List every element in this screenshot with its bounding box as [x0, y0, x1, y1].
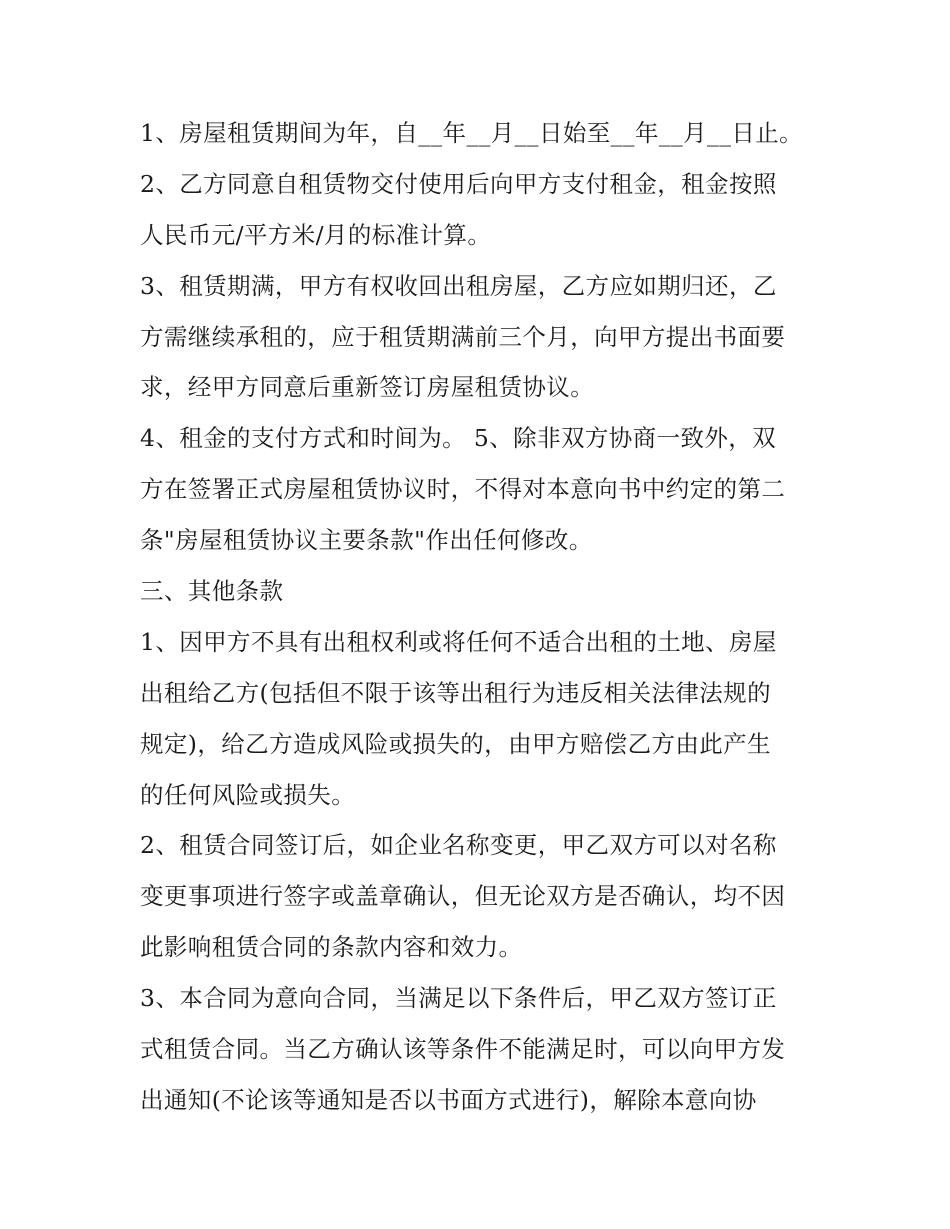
text-line: 变更事项进行签字或盖章确认，但无论双方是否确认，均不因 [140, 882, 786, 911]
text-line: 2、租赁合同签订后，如企业名称变更，甲乙双方可以对名称 [140, 831, 777, 860]
text-line: 3、租赁期满，甲方有权收回出租房屋，乙方应如期归还，乙 [140, 271, 777, 300]
text-line: 4、租金的支付方式和时间为。 5、除非双方协商一致外，双 [140, 424, 777, 453]
text-line: 此影响租赁合同的条款内容和效力。 [140, 933, 523, 962]
text-line: 2、乙方同意自租赁物交付使用后向甲方支付租金，租金按照 [140, 169, 777, 198]
text-line: 方需继续承租的，应于租赁期满前三个月，向甲方提出书面要 [140, 322, 786, 351]
document-body [140, 108, 820, 1126]
text-line: 求，经甲方同意后重新签订房屋租赁协议。 [140, 373, 595, 402]
text-line: 条"房屋租赁协议主要条款"作出任何修改。 [140, 526, 593, 555]
text-line: 规定)，给乙方造成风险或损失的，由甲方赔偿乙方由此产生 [140, 729, 771, 758]
text-line: 3、本合同为意向合同，当满足以下条件后，甲乙双方签订正 [140, 984, 777, 1013]
section-heading: 三、其他条款 [140, 577, 284, 606]
text-line: 的任何风险或损失。 [140, 780, 356, 809]
text-line: 式租赁合同。当乙方确认该等条件不能满足时，可以向甲方发 [140, 1035, 786, 1064]
text-line: 人民币元/平方米/月的标准计算。 [140, 220, 492, 249]
text-line: 出通知(不论该等通知是否以书面方式进行)，解除本意向协 [140, 1085, 757, 1114]
text-line: 1、房屋租赁期间为年，自__年__月__日始至__年__月__日止。 [140, 119, 804, 147]
text-line: 1、因甲方不具有出租权利或将任何不适合出租的土地、房屋 [140, 627, 777, 656]
text-line: 方在签署正式房屋租赁协议时，不得对本意向书中约定的第二 [140, 475, 786, 504]
text-line: 出租给乙方(包括但不限于该等出租行为违反相关法律法规的 [140, 678, 771, 707]
